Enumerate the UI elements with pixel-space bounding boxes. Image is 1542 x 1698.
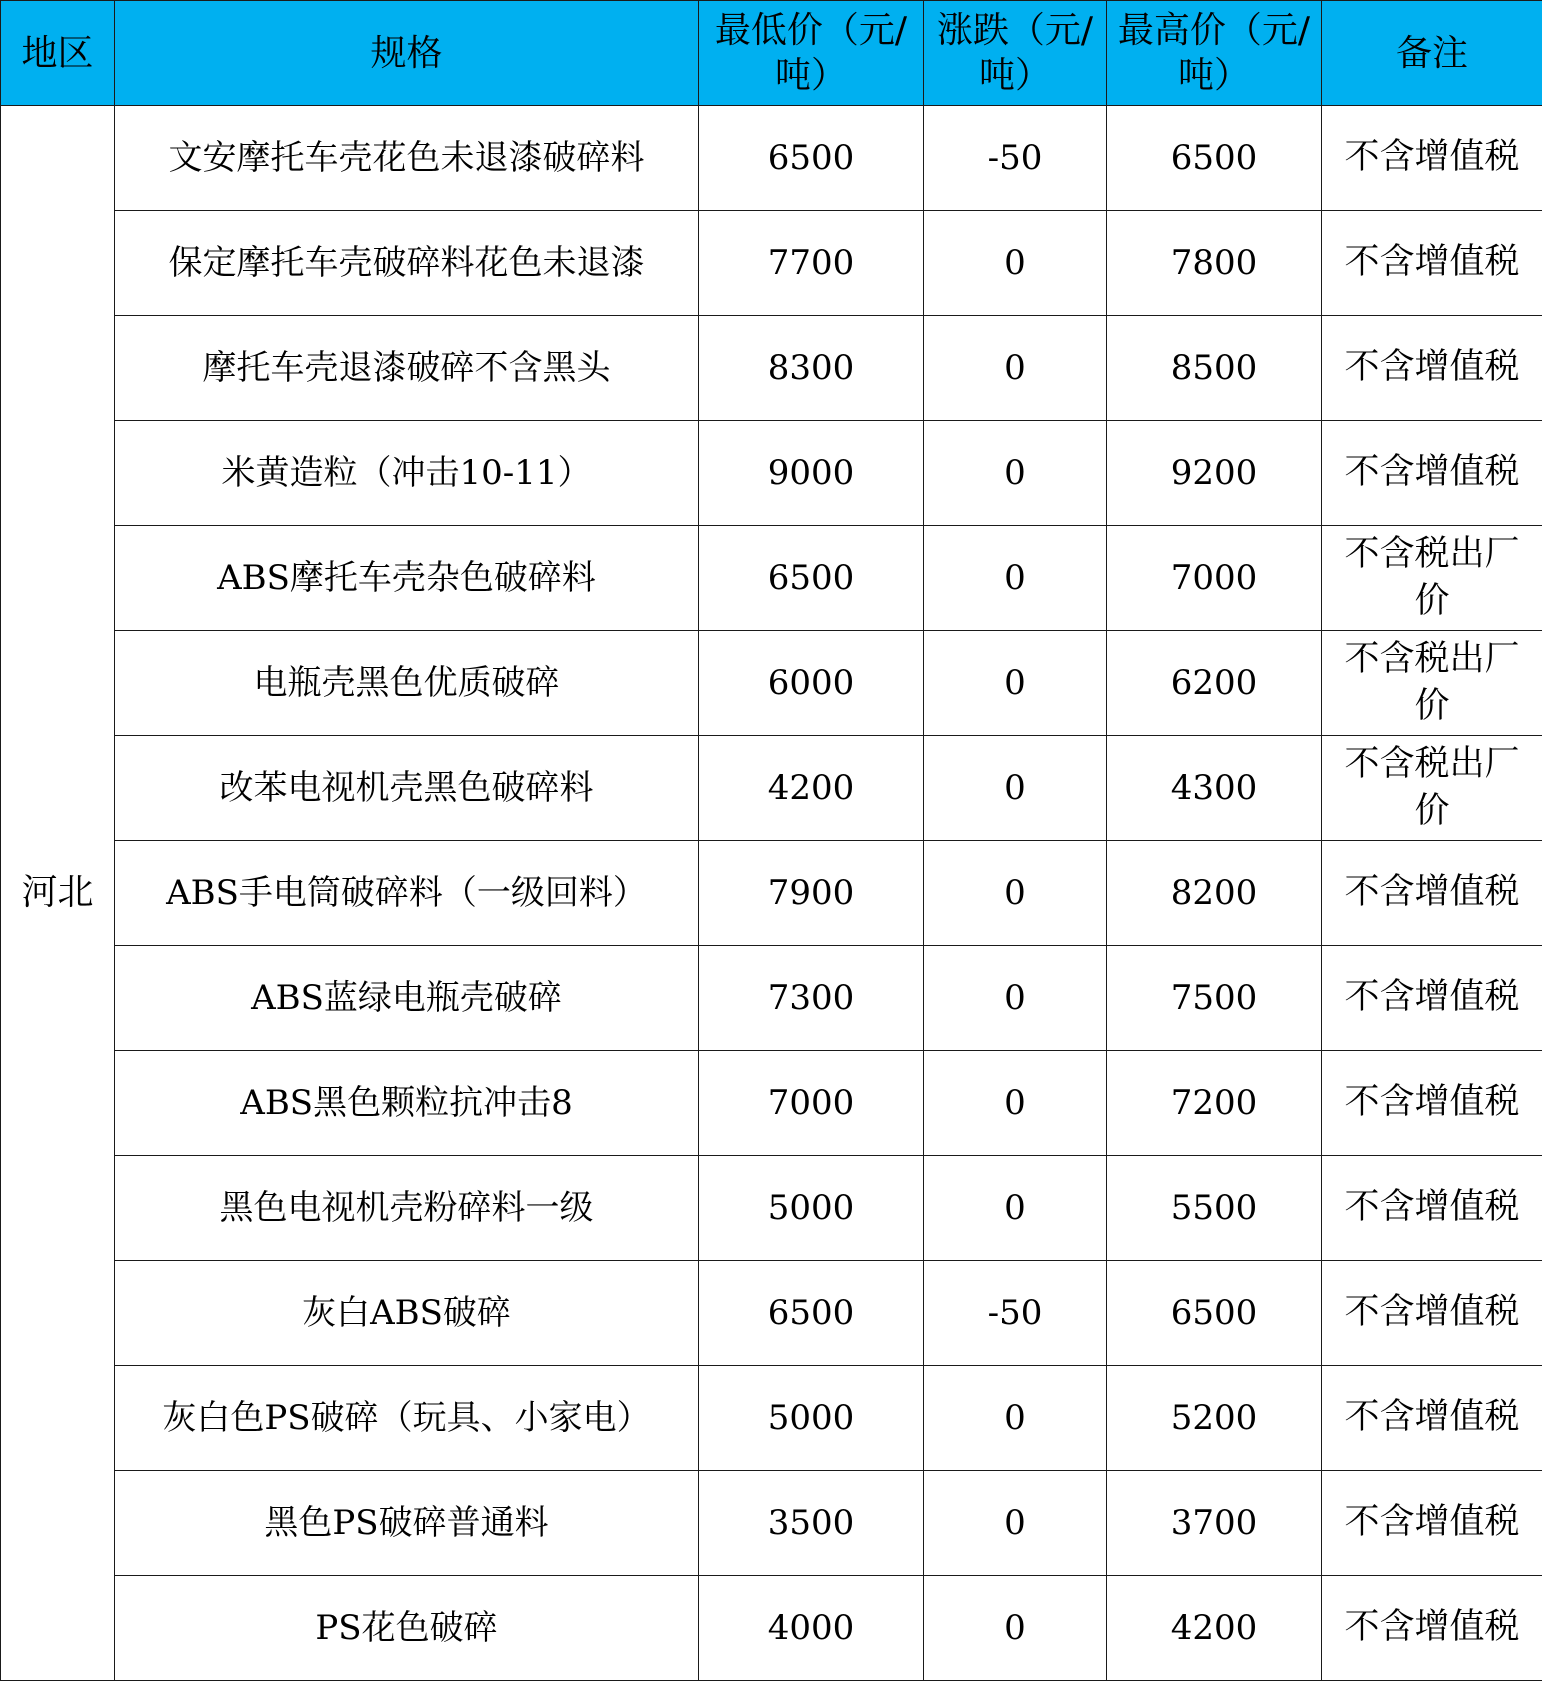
low-price-cell: 9000: [699, 421, 924, 526]
high-price-cell: 3700: [1107, 1471, 1322, 1576]
spec-cell: 电瓶壳黑色优质破碎: [115, 631, 699, 736]
high-price-cell: 7800: [1107, 211, 1322, 316]
spec-cell: 黑色PS破碎普通料: [115, 1471, 699, 1576]
low-price-cell: 4200: [699, 736, 924, 841]
change-cell: 0: [924, 1366, 1107, 1471]
low-price-cell: 6500: [699, 106, 924, 211]
change-cell: -50: [924, 106, 1107, 211]
note-cell: 不含增值税: [1322, 106, 1542, 211]
low-price-cell: 3500: [699, 1471, 924, 1576]
note-cell: 不含增值税: [1322, 1156, 1542, 1261]
low-price-cell: 7300: [699, 946, 924, 1051]
header-low-price: 最低价（元/吨）: [699, 1, 924, 106]
high-price-cell: 7200: [1107, 1051, 1322, 1156]
spec-cell: ABS黑色颗粒抗冲击8: [115, 1051, 699, 1156]
note-cell: 不含增值税: [1322, 1051, 1542, 1156]
note-cell: 不含税出厂价: [1322, 631, 1542, 736]
spec-cell: ABS摩托车壳杂色破碎料: [115, 526, 699, 631]
high-price-cell: 6500: [1107, 1261, 1322, 1366]
table-row: [1, 1471, 1542, 1576]
change-cell: 0: [924, 316, 1107, 421]
spec-cell: PS花色破碎: [115, 1576, 699, 1681]
change-cell: -50: [924, 1261, 1107, 1366]
note-cell: 不含增值税: [1322, 421, 1542, 526]
high-price-cell: 7500: [1107, 946, 1322, 1051]
low-price-cell: 7000: [699, 1051, 924, 1156]
table-row: [1, 1366, 1542, 1471]
low-price-cell: 7900: [699, 841, 924, 946]
change-cell: 0: [924, 631, 1107, 736]
table-row: [1, 526, 1542, 631]
table-row: [1, 946, 1542, 1051]
high-price-cell: 6200: [1107, 631, 1322, 736]
note-cell: 不含增值税: [1322, 211, 1542, 316]
note-cell: 不含增值税: [1322, 1261, 1542, 1366]
spec-cell: 米黄造粒（冲击10-11）: [115, 421, 699, 526]
spec-cell: 灰白色PS破碎（玩具、小家电）: [115, 1366, 699, 1471]
high-price-cell: 8500: [1107, 316, 1322, 421]
low-price-cell: 8300: [699, 316, 924, 421]
change-cell: 0: [924, 526, 1107, 631]
header-change: 涨跌（元/吨）: [924, 1, 1107, 106]
table-row: [1, 841, 1542, 946]
header-high-price: 最高价（元/吨）: [1107, 1, 1322, 106]
spec-cell: 黑色电视机壳粉碎料一级: [115, 1156, 699, 1261]
spec-cell: 文安摩托车壳花色未退漆破碎料: [115, 106, 699, 211]
note-cell: 不含增值税: [1322, 841, 1542, 946]
high-price-cell: 7000: [1107, 526, 1322, 631]
note-cell: 不含增值税: [1322, 1471, 1542, 1576]
low-price-cell: 5000: [699, 1156, 924, 1261]
table-row: [1, 631, 1542, 736]
table-row: [1, 421, 1542, 526]
high-price-cell: 4300: [1107, 736, 1322, 841]
change-cell: 0: [924, 736, 1107, 841]
table-row: [1, 1051, 1542, 1156]
table-body: [1, 106, 1542, 1681]
table-row: [1, 211, 1542, 316]
low-price-cell: 6000: [699, 631, 924, 736]
low-price-cell: 4000: [699, 1576, 924, 1681]
low-price-cell: 5000: [699, 1366, 924, 1471]
header-spec: 规格: [115, 1, 699, 106]
table-row: [1, 1156, 1542, 1261]
spec-cell: ABS蓝绿电瓶壳破碎: [115, 946, 699, 1051]
change-cell: 0: [924, 211, 1107, 316]
note-cell: 不含增值税: [1322, 946, 1542, 1051]
note-cell: 不含税出厂价: [1322, 736, 1542, 841]
high-price-cell: 8200: [1107, 841, 1322, 946]
note-cell: 不含增值税: [1322, 1576, 1542, 1681]
change-cell: 0: [924, 1156, 1107, 1261]
change-cell: 0: [924, 1051, 1107, 1156]
spec-cell: 保定摩托车壳破碎料花色未退漆: [115, 211, 699, 316]
high-price-cell: 6500: [1107, 106, 1322, 211]
low-price-cell: 6500: [699, 1261, 924, 1366]
high-price-cell: 5200: [1107, 1366, 1322, 1471]
spec-cell: 改苯电视机壳黑色破碎料: [115, 736, 699, 841]
high-price-cell: 5500: [1107, 1156, 1322, 1261]
high-price-cell: 4200: [1107, 1576, 1322, 1681]
table-row: [1, 106, 1542, 211]
table-row: [1, 1261, 1542, 1366]
table-header: [1, 1, 1542, 106]
header-row: [1, 1, 1542, 106]
low-price-cell: 7700: [699, 211, 924, 316]
spec-cell: ABS手电筒破碎料（一级回料）: [115, 841, 699, 946]
table-row: [1, 316, 1542, 421]
low-price-cell: 6500: [699, 526, 924, 631]
table-row: [1, 1576, 1542, 1681]
table-row: [1, 736, 1542, 841]
change-cell: 0: [924, 1576, 1107, 1681]
change-cell: 0: [924, 421, 1107, 526]
high-price-cell: 9200: [1107, 421, 1322, 526]
spec-cell: 灰白ABS破碎: [115, 1261, 699, 1366]
header-note: 备注: [1322, 1, 1542, 106]
header-region: 地区: [1, 1, 115, 106]
note-cell: 不含增值税: [1322, 1366, 1542, 1471]
note-cell: 不含增值税: [1322, 316, 1542, 421]
note-cell: 不含税出厂价: [1322, 526, 1542, 631]
change-cell: 0: [924, 1471, 1107, 1576]
spec-cell: 摩托车壳退漆破碎不含黑头: [115, 316, 699, 421]
change-cell: 0: [924, 841, 1107, 946]
region-cell: 河北: [1, 106, 115, 1681]
change-cell: 0: [924, 946, 1107, 1051]
